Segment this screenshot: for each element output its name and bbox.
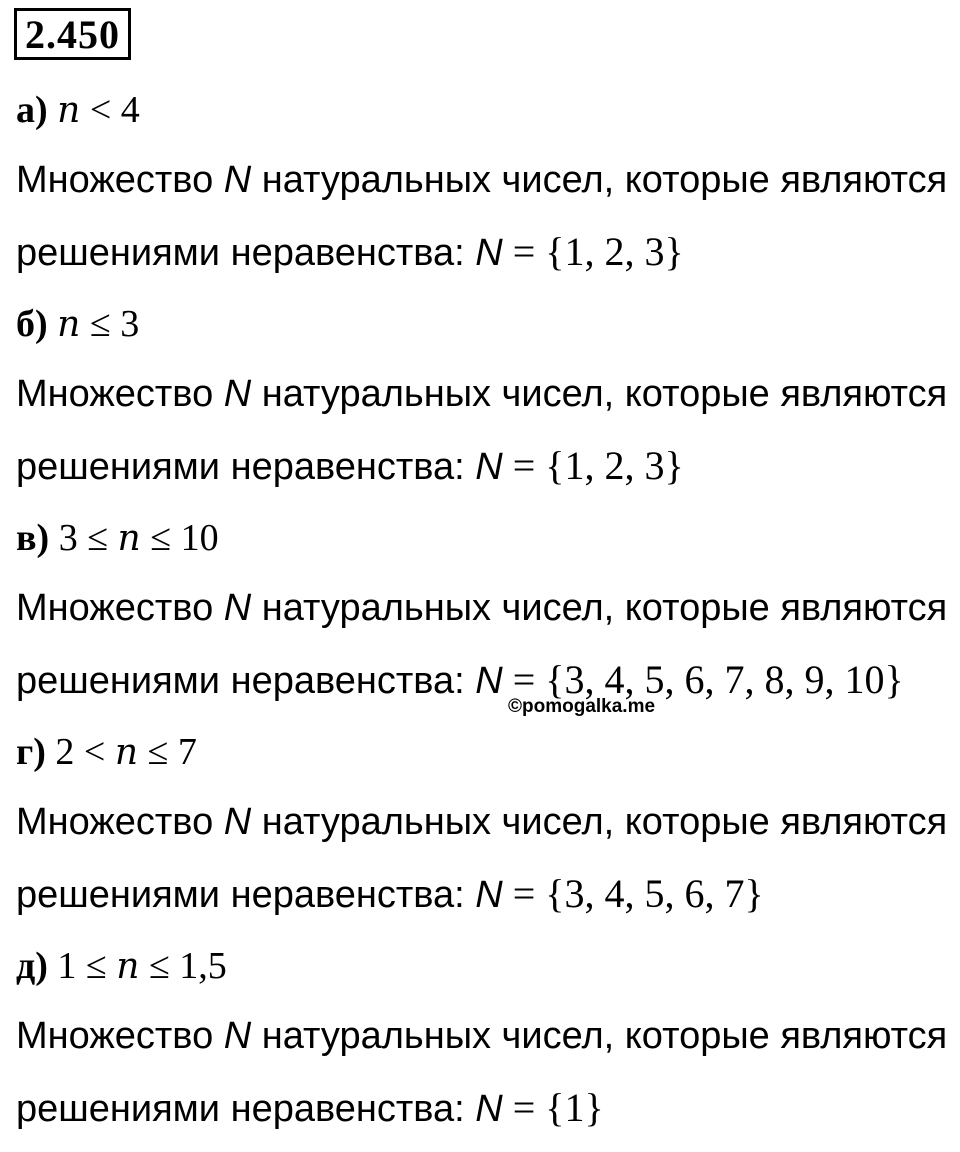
set-symbol: N: [475, 446, 503, 488]
description-line-2: [16, 230, 684, 275]
set-symbol: N: [475, 660, 503, 702]
problem-number: 2.450: [14, 8, 131, 60]
text-fragment: Множество: [16, 587, 224, 629]
text-fragment: решениями неравенства:: [16, 874, 476, 916]
text-fragment: решениями неравенства:: [16, 660, 476, 702]
text-fragment: решениями неравенства:: [16, 446, 476, 488]
cond-var: n: [114, 732, 139, 773]
cond-t0: [48, 303, 58, 345]
description-line-1: [16, 158, 947, 202]
description-line-2: [16, 1086, 604, 1131]
text-fragment: натуральных чисел, которые являются: [251, 373, 948, 415]
cond-t2: ≤ 3: [80, 303, 140, 345]
text-fragment: Множество: [16, 1015, 224, 1057]
cond-var: n: [57, 90, 81, 131]
text-fragment: решениями неравенства:: [16, 232, 476, 274]
text-fragment: Множество: [16, 373, 224, 415]
set-symbol: N: [475, 232, 503, 274]
text-fragment: натуральных чисел, которые являются: [251, 159, 948, 201]
condition-a: [16, 88, 140, 133]
solution-set: = {3, 4, 5, 6, 7}: [502, 871, 764, 916]
part-label: а): [16, 89, 48, 131]
cond-t0: 1 ≤: [47, 945, 117, 987]
part-label: б): [16, 303, 48, 345]
set-symbol: N: [223, 1015, 252, 1057]
set-symbol: N: [223, 801, 252, 843]
part-label: г): [16, 731, 46, 773]
text-fragment: Множество: [16, 159, 224, 201]
set-symbol: N: [223, 587, 252, 629]
text-fragment: натуральных чисел, которые являются: [251, 587, 948, 629]
description-line-1: [16, 372, 947, 416]
cond-t2: ≤ 1,5: [139, 945, 227, 987]
cond-t0: 2 <: [45, 731, 115, 773]
text-fragment: Множество: [16, 801, 224, 843]
set-symbol: N: [475, 1088, 503, 1130]
description-line-1: [16, 586, 947, 630]
condition-c: [16, 516, 219, 561]
solution-set: = {1, 2, 3}: [502, 443, 684, 488]
cond-t2: ≤ 10: [140, 517, 219, 559]
set-symbol: N: [475, 874, 503, 916]
set-symbol: N: [223, 159, 252, 201]
cond-t0: 3 ≤: [49, 517, 118, 559]
part-label: в): [16, 517, 50, 559]
description-line-1: [16, 800, 947, 844]
description-line-2: [16, 444, 684, 489]
text-fragment: натуральных чисел, которые являются: [251, 1015, 948, 1057]
solution-set: = {3, 4, 5, 6, 7, 8, 9, 10}: [502, 657, 904, 702]
text-fragment: натуральных чисел, которые являются: [251, 801, 948, 843]
cond-var: n: [117, 518, 141, 559]
cond-t0: [48, 89, 58, 131]
description-line-2: [16, 658, 904, 703]
condition-d: [16, 730, 197, 775]
solution-set: = {1}: [502, 1085, 604, 1130]
cond-var: n: [116, 946, 140, 987]
watermark: ©pomogalka.me: [508, 696, 656, 717]
description-line-1: [16, 1014, 947, 1058]
set-symbol: N: [223, 373, 252, 415]
condition-b: [16, 302, 139, 347]
cond-t2: ≤ 7: [138, 731, 197, 773]
description-line-2: [16, 872, 764, 917]
condition-e: [16, 944, 227, 989]
part-label: д): [16, 945, 48, 987]
cond-var: n: [57, 304, 81, 345]
text-fragment: решениями неравенства:: [16, 1088, 476, 1130]
solution-set: = {1, 2, 3}: [502, 229, 684, 274]
cond-t2: < 4: [80, 89, 140, 131]
